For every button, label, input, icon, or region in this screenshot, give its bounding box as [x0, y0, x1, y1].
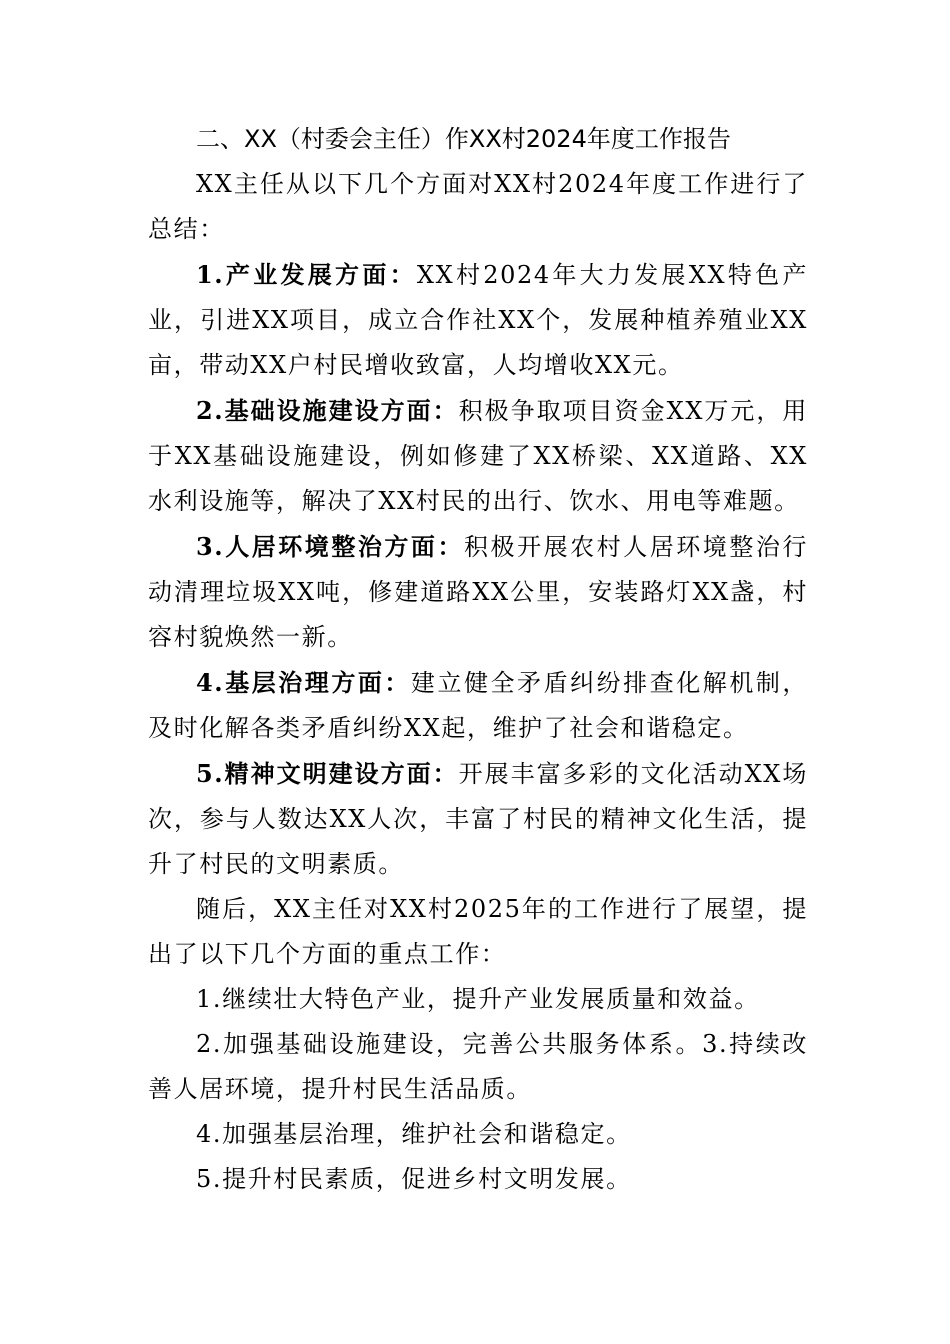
summary-item-governance [148, 660, 808, 751]
summary-intro: XX主任从以下几个方面对XX村2024年度工作进行了总结： [148, 170, 808, 243]
focus-item: 4.加强基层治理，维护社会和谐稳定。 [196, 1120, 632, 1148]
summary-item-civilization [148, 751, 808, 887]
summary-item-lead: 1.产业发展方面： [196, 260, 417, 289]
summary-item-lead: 4.基层治理方面： [196, 668, 411, 697]
summary-item-text: 积极开展农村人居环境整治行动清理垃圾XX吨，修建道路XX公里，安装路灯XX盏，村容村貌焕然一新。 [148, 533, 808, 651]
summary-item-text: XX村2024年大力发展XX特色产业，引进XX项目，成立合作社XX个，发展种植养殖业XX亩，带动XX户村民增收致富，人均增收XX元。 [148, 261, 808, 379]
document-page [148, 116, 808, 1202]
outlook-intro: 随后，XX主任对XX村2025年的工作进行了展望，提出了以下几个方面的重点工作： [148, 895, 808, 968]
summary-item-environment [148, 524, 808, 660]
summary-item-infrastructure [148, 388, 808, 524]
summary-item-text: 建立健全矛盾纠纷排查化解机制，及时化解各类矛盾纠纷XX起，维护了社会和谐稳定。 [148, 669, 808, 742]
focus-item: 2.加强基础设施建设，完善公共服务体系。3.持续改善人居环境，提升村民生活品质。 [148, 1030, 808, 1103]
summary-item-text: 积极争取项目资金XX万元，用于XX基础设施建设，例如修建了XX桥梁、XX道路、XX水利设施等，解决了XX村民的出行、饮水、用电等难题。 [148, 397, 808, 515]
summary-item-lead: 3.人居环境整治方面： [196, 532, 464, 561]
summary-item-lead: 5.精神文明建设方面： [196, 759, 459, 788]
summary-item-text: 开展丰富多彩的文化活动XX场次，参与人数达XX人次，丰富了村民的精神文化生活，提升了村民的文明素质。 [148, 760, 808, 878]
summary-item-industry [148, 252, 808, 388]
summary-item-lead: 2.基础设施建设方面： [196, 396, 459, 425]
section-heading: 二、XX（村委会主任）作XX村2024年度工作报告 [196, 125, 731, 153]
focus-item: 1.继续壮大特色产业，提升产业发展质量和效益。 [196, 985, 760, 1013]
focus-item: 5.提升村民素质，促进乡村文明发展。 [196, 1165, 632, 1193]
